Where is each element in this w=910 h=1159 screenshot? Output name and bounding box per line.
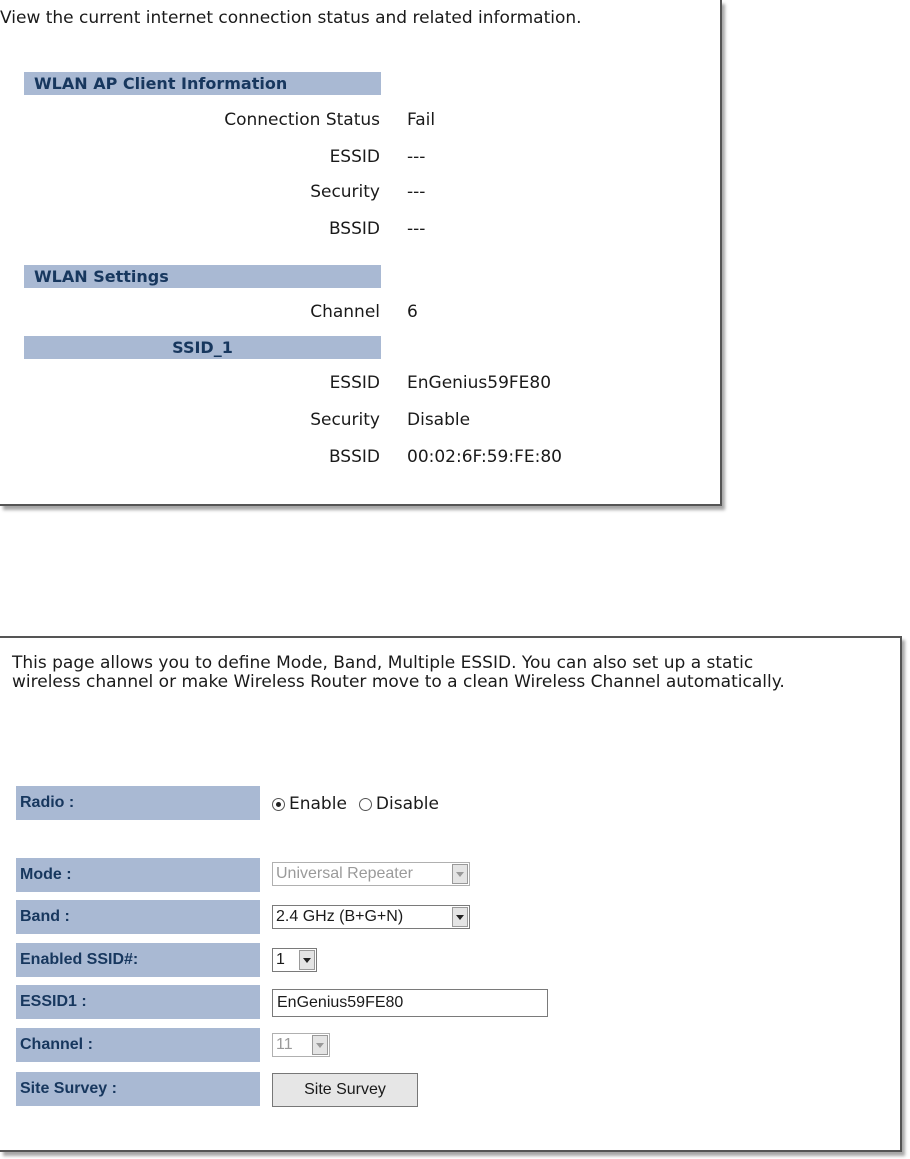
- band-label: Band :: [16, 900, 260, 934]
- settings-description-line1: This page allows you to define Mode, Band, Multiple ESSID. You can also set up a static: [12, 653, 754, 673]
- wlan-settings-header: WLAN Settings: [24, 265, 381, 288]
- ap-bssid-label: BSSID: [328, 219, 380, 239]
- ap-bssid-value: ---: [407, 219, 426, 239]
- ap-essid-label: ESSID: [329, 147, 380, 167]
- channel-select[interactable]: [272, 1033, 330, 1057]
- essid1-input[interactable]: EnGenius59FE80: [272, 989, 548, 1017]
- radio-enable-button[interactable]: [272, 798, 285, 811]
- channel-select-value: 11: [276, 1036, 293, 1053]
- chevron-down-icon: [299, 950, 315, 970]
- ap-essid-value: ---: [407, 147, 426, 167]
- connection-status-label: Connection Status: [224, 110, 380, 130]
- ssid1-bssid-label: BSSID: [328, 447, 380, 467]
- band-select[interactable]: [272, 905, 470, 929]
- essid1-label: ESSID1 :: [16, 985, 260, 1019]
- enabled-ssid-label: Enabled SSID#:: [16, 943, 260, 977]
- radio-label: Radio :: [16, 786, 260, 820]
- settings-panel: [0, 636, 902, 1152]
- enabled-ssid-select[interactable]: [272, 948, 317, 972]
- ssid1-header: SSID_1: [24, 336, 381, 359]
- site-survey-label: Site Survey :: [16, 1072, 260, 1106]
- radio-disable-label[interactable]: Disable: [375, 794, 439, 814]
- enabled-ssid-value: 1: [276, 951, 285, 968]
- channel-value: 6: [407, 302, 418, 322]
- status-panel: [0, 0, 722, 506]
- mode-select-value: Universal Repeater: [276, 865, 413, 882]
- chevron-down-icon: [452, 907, 468, 927]
- radio-options: [272, 794, 439, 814]
- ap-client-header: WLAN AP Client Information: [24, 72, 381, 95]
- ssid1-security-label: Security: [310, 410, 380, 430]
- band-select-value: 2.4 GHz (B+G+N): [276, 908, 404, 925]
- chevron-down-icon: [312, 1035, 328, 1055]
- ssid1-bssid-value: 00:02:6F:59:FE:80: [407, 447, 562, 467]
- ap-security-value: ---: [407, 182, 426, 202]
- status-description: View the current internet connection status and related information.: [0, 8, 582, 28]
- site-survey-button[interactable]: Site Survey: [272, 1073, 418, 1107]
- ssid1-essid-value: EnGenius59FE80: [407, 373, 552, 393]
- mode-select[interactable]: [272, 862, 470, 886]
- channel-field-label: Channel :: [16, 1028, 260, 1062]
- ap-security-label: Security: [310, 182, 380, 202]
- settings-description-line2: wireless channel or make Wireless Router move to a clean Wireless Channel automatically.: [12, 672, 785, 692]
- radio-disable-button[interactable]: [359, 798, 372, 811]
- ssid1-essid-label: ESSID: [329, 373, 380, 393]
- channel-label: Channel: [310, 302, 380, 322]
- radio-enable-label[interactable]: Enable: [289, 794, 347, 814]
- chevron-down-icon: [452, 864, 468, 884]
- mode-label: Mode :: [16, 858, 260, 892]
- ssid1-security-value: Disable: [407, 410, 471, 430]
- connection-status-value: Fail: [407, 110, 436, 130]
- settings-description: [12, 654, 785, 692]
